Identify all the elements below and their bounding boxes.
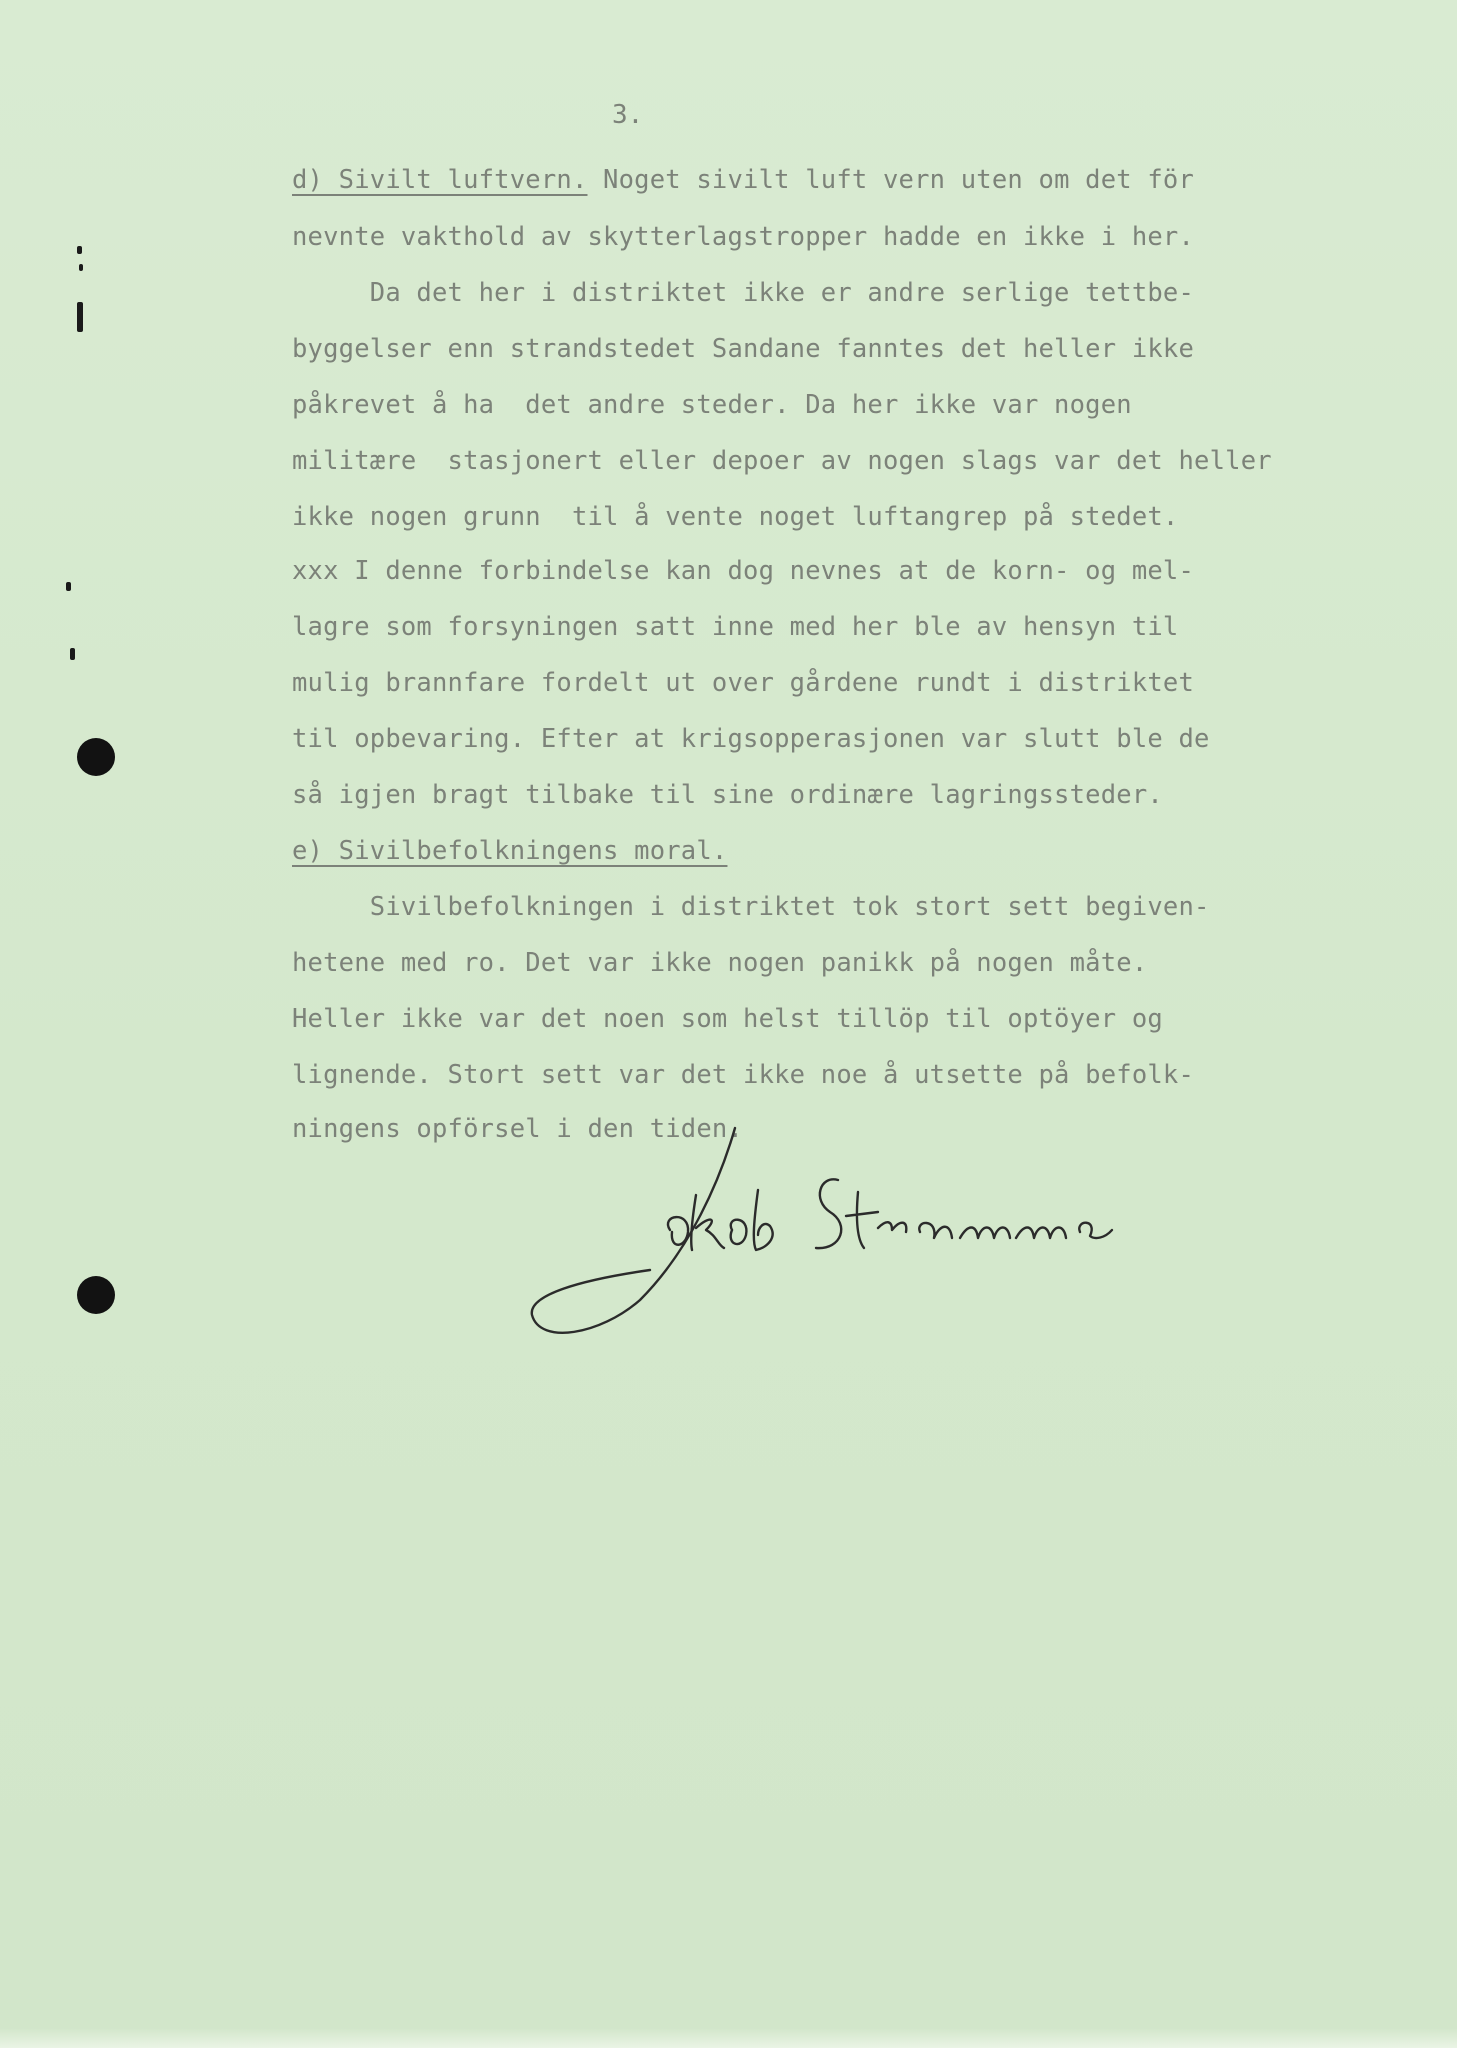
- section-e-heading-line: [292, 836, 727, 866]
- page-number: 3.: [612, 100, 644, 130]
- text-line: påkrevet å ha det andre steder. Da her ikke var nogen: [292, 390, 1132, 420]
- text-line: militære stasjonert eller depoer av nogen slags var det heller: [292, 446, 1272, 476]
- text-line: mulig brannfare fordelt ut over gårdene rundt i distriktet: [292, 668, 1195, 698]
- section-d-heading: d) Sivilt luftvern.: [292, 165, 588, 195]
- text-line: så igjen bragt tilbake til sine ordinære lagringssteder.: [292, 780, 1163, 810]
- text-line: Noget sivilt luft vern uten om det för: [587, 165, 1195, 195]
- text-line: Heller ikke var det noen som helst tillöp til optöyer og: [292, 1004, 1163, 1034]
- margin-mark: [77, 302, 83, 332]
- handwritten-signature: [520, 1120, 1180, 1360]
- text-line: xxx I denne forbindelse kan dog nevnes at de korn- og mel-: [292, 556, 1195, 586]
- text-line: byggelser enn strandstedet Sandane fanntes det heller ikke: [292, 334, 1195, 364]
- margin-mark: [77, 246, 82, 254]
- punch-hole: [77, 1276, 115, 1314]
- section-d-first-line: [292, 165, 1194, 195]
- section-e-heading: e) Sivilbefolkningens moral.: [292, 836, 728, 866]
- punch-hole: [77, 738, 115, 776]
- text-line: Sivilbefolkningen i distriktet tok stort sett begiven-: [292, 892, 1210, 922]
- text-line: ikke nogen grunn til å vente noget luftangrep på stedet.: [292, 502, 1179, 532]
- text-line: ningens opförsel i den tiden.: [292, 1114, 744, 1144]
- text-line: til opbevaring. Efter at krigsopperasjonen var slutt ble de: [292, 724, 1210, 754]
- text-line: lignende. Stort sett var det ikke noe å utsette på befolk-: [292, 1060, 1195, 1090]
- text-line: nevnte vakthold av skytterlagstropper hadde en ikke i her.: [292, 222, 1195, 252]
- margin-mark: [66, 582, 71, 591]
- text-line: hetene med ro. Det var ikke nogen panikk på nogen måte.: [292, 948, 1148, 978]
- margin-mark: [70, 648, 75, 660]
- margin-mark: [79, 264, 83, 271]
- text-line: Da det her i distriktet ikke er andre serlige tettbe-: [292, 278, 1195, 308]
- page-edge: [0, 2028, 1457, 2048]
- text-line: lagre som forsyningen satt inne med her ble av hensyn til: [292, 612, 1179, 642]
